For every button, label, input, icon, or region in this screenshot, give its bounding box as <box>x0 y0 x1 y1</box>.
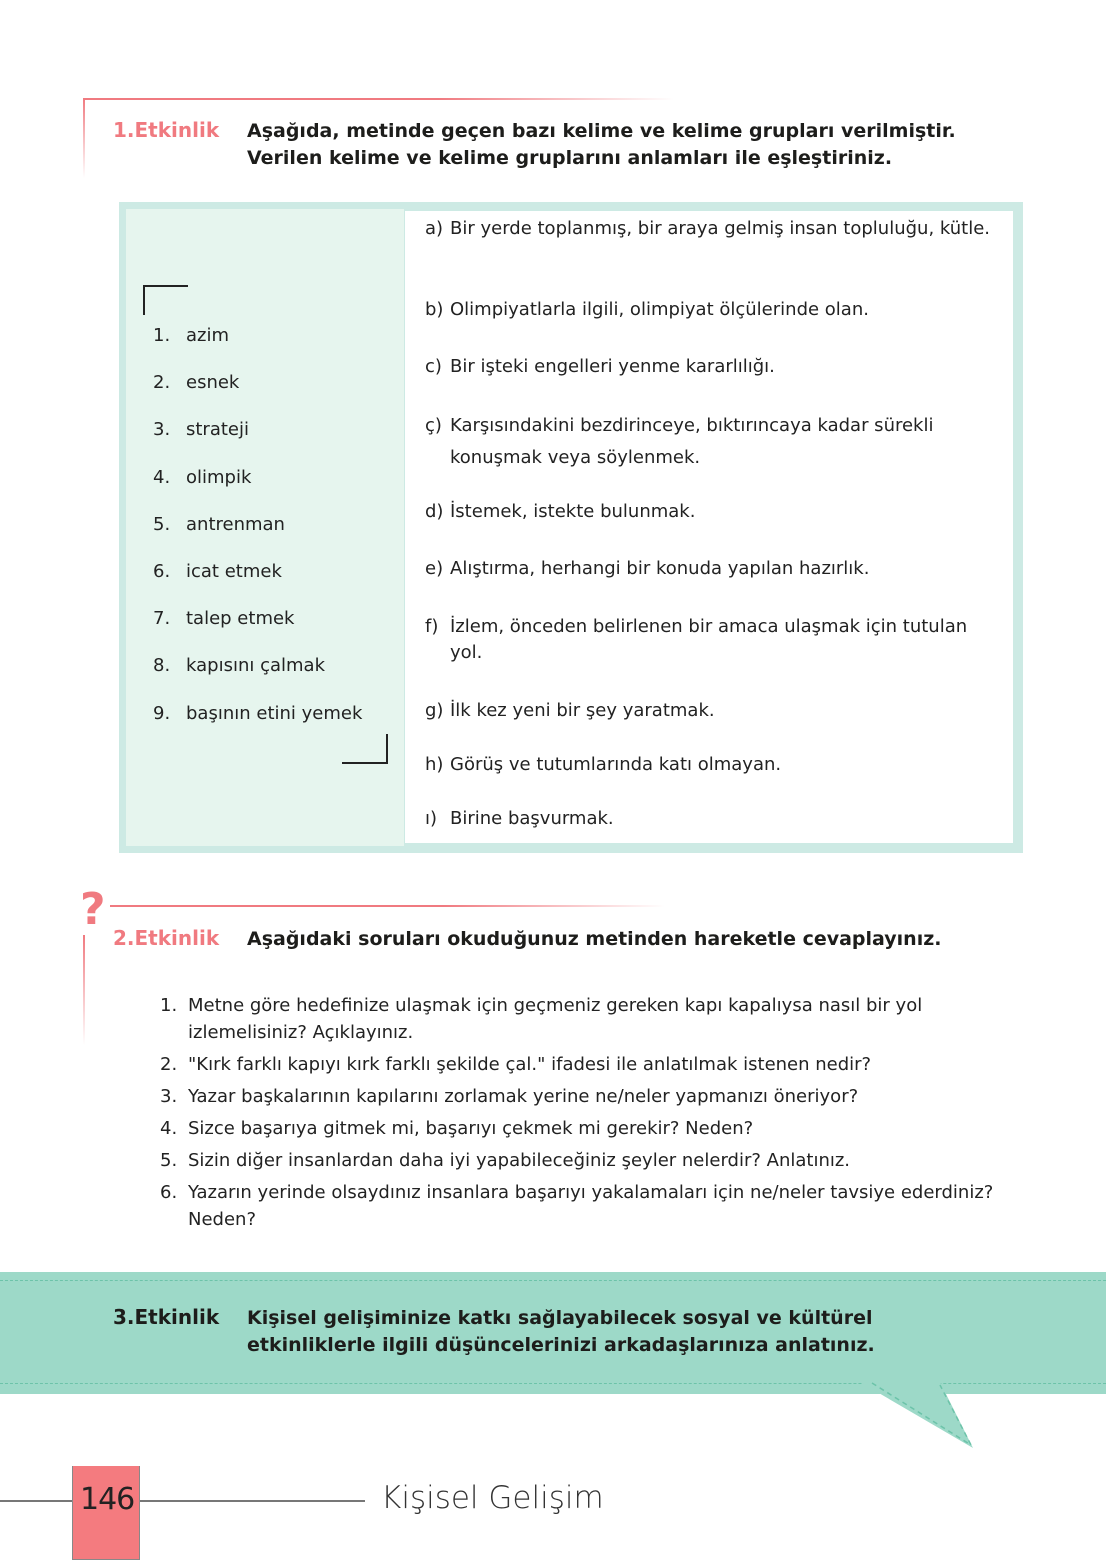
activity3-instruction: Kişisel gelişiminize katkı sağlayabilecek sosyal ve kültürel etkinliklerle ilgili düşüncelerinizi arkadaşlarınıza anlatınız. <box>247 1307 875 1356</box>
question-text: "Kırk farklı kapıyı kırk farklı şekilde çal." ifadesi ile anlatılmak istenen nedir? <box>188 1054 872 1075</box>
meaning-item <box>425 752 995 778</box>
item-number: 3. <box>153 419 171 441</box>
question-item <box>160 1083 1020 1110</box>
meaning-item <box>425 354 995 380</box>
word-item <box>153 608 294 629</box>
meaning-item <box>425 698 995 724</box>
question-number: 1. <box>160 995 178 1016</box>
word-item <box>153 514 285 535</box>
item-text: azim <box>186 325 230 346</box>
meaning-item <box>425 410 995 474</box>
activity1-label: 1.Etkinlik <box>113 118 220 142</box>
word-item <box>153 655 325 676</box>
meaning-item <box>425 614 995 666</box>
item-letter: h) <box>425 754 444 775</box>
activity1-instruction: Aşağıda, metinde geçen bazı kelime ve kelime grupları verilmiştir. Verilen kelime ve kelime gruplarını anlamları ile eşleştiriniz. <box>247 120 956 169</box>
divider <box>83 98 85 178</box>
item-letter: a) <box>425 218 444 239</box>
item-text: İlk kez yeni bir şey yaratmak. <box>450 700 715 721</box>
question-number: 6. <box>160 1182 178 1203</box>
meaning-item <box>425 806 995 832</box>
question-item <box>160 1115 1020 1142</box>
word-item <box>153 419 249 440</box>
question-text: Metne göre hedefinize ulaşmak için geçmeniz gereken kapı kapalıysa nasıl bir yol izlemelisiniz? Açıklayınız. <box>188 995 923 1043</box>
word-item <box>153 561 282 582</box>
item-text: talep etmek <box>186 608 295 630</box>
item-number: 2. <box>153 372 171 394</box>
meaning-item <box>425 556 995 582</box>
question-text: Sizin diğer insanlardan daha iyi yapabileceğiniz şeyler nelerdir? Anlatınız. <box>188 1150 851 1171</box>
item-text: strateji <box>186 419 249 441</box>
question-item <box>160 1051 1020 1078</box>
question-text: Yazarın yerinde olsaydınız insanlara başarıyı yakalamaları için ne/neler tavsiye ederdiniz? Neden? <box>188 1182 994 1230</box>
item-text: antrenman <box>186 513 285 535</box>
word-item <box>153 372 239 393</box>
item-letter: g) <box>425 700 444 721</box>
item-letter: ç) <box>425 415 442 436</box>
item-letter: d) <box>425 501 444 522</box>
activity2-label: 2.Etkinlik <box>113 926 220 950</box>
word-item <box>153 325 229 346</box>
item-letter: e) <box>425 558 444 579</box>
question-mark-icon: ? <box>80 884 106 935</box>
corner-bracket <box>342 734 388 764</box>
word-item <box>153 703 362 724</box>
item-text: Görüş ve tutumlarında katı olmayan. <box>450 754 782 775</box>
item-number: 6. <box>153 561 171 582</box>
item-text: Karşısındakini bezdirinceye, bıktırıncaya kadar sürekli konuşmak veya söylenmek. <box>450 415 934 468</box>
item-number: 7. <box>153 608 171 630</box>
footer-line <box>0 1500 365 1502</box>
item-text: Birine başvurmak. <box>450 808 614 829</box>
divider <box>84 98 674 100</box>
question-text: Sizce başarıya gitmek mi, başarıyı çekmek mi gerekir? Neden? <box>188 1118 754 1139</box>
question-text: Yazar başkalarının kapılarını zorlamak yerine ne/neler yapmanızı öneriyor? <box>188 1086 859 1107</box>
divider <box>110 905 665 907</box>
item-number: 5. <box>153 513 171 535</box>
question-list <box>160 992 1020 1238</box>
item-number: 9. <box>153 702 171 724</box>
item-text: kapısını çalmak <box>186 655 325 677</box>
meaning-item <box>425 297 995 323</box>
question-number: 4. <box>160 1118 178 1139</box>
item-letter: c) <box>425 356 442 377</box>
item-letter: ı) <box>425 808 438 829</box>
item-text: icat etmek <box>186 561 282 582</box>
item-letter: b) <box>425 299 444 320</box>
item-number: 1. <box>153 325 171 346</box>
item-letter: f) <box>425 616 439 637</box>
speech-tail <box>860 1380 980 1450</box>
question-number: 3. <box>160 1086 178 1107</box>
divider <box>83 935 85 1045</box>
question-item <box>160 1147 1020 1174</box>
activity3-label: 3.Etkinlik <box>113 1305 220 1329</box>
question-number: 2. <box>160 1054 178 1075</box>
corner-bracket <box>143 285 188 315</box>
item-text: Olimpiyatlarla ilgili, olimpiyat ölçülerinde olan. <box>450 299 869 320</box>
footer-title: Kişisel Gelişim <box>381 1480 604 1516</box>
item-text: Bir yerde toplanmış, bir araya gelmiş insan topluluğu, kütle. <box>450 218 991 239</box>
item-text: esnek <box>186 372 240 394</box>
page-number: 146 <box>80 1482 135 1517</box>
item-text: İzlem, önceden belirlenen bir amaca ulaşmak için tutulan yol. <box>450 616 968 663</box>
item-number: 8. <box>153 655 171 677</box>
item-text: Alıştırma, herhangi bir konuda yapılan hazırlık. <box>450 558 870 579</box>
meaning-item <box>425 499 995 525</box>
item-number: 4. <box>153 466 171 488</box>
word-item <box>153 467 251 488</box>
meaning-item <box>425 216 995 242</box>
item-text: İstemek, istekte bulunmak. <box>450 501 696 522</box>
question-item <box>160 992 1020 1046</box>
question-number: 5. <box>160 1150 178 1171</box>
item-text: Bir işteki engelleri yenme kararlılığı. <box>450 356 775 377</box>
item-text: başının etini yemek <box>186 702 363 724</box>
question-item <box>160 1179 1020 1233</box>
activity2-instruction: Aşağıdaki soruları okuduğunuz metinden hareketle cevaplayınız. <box>247 928 942 950</box>
item-text: olimpik <box>186 466 252 488</box>
